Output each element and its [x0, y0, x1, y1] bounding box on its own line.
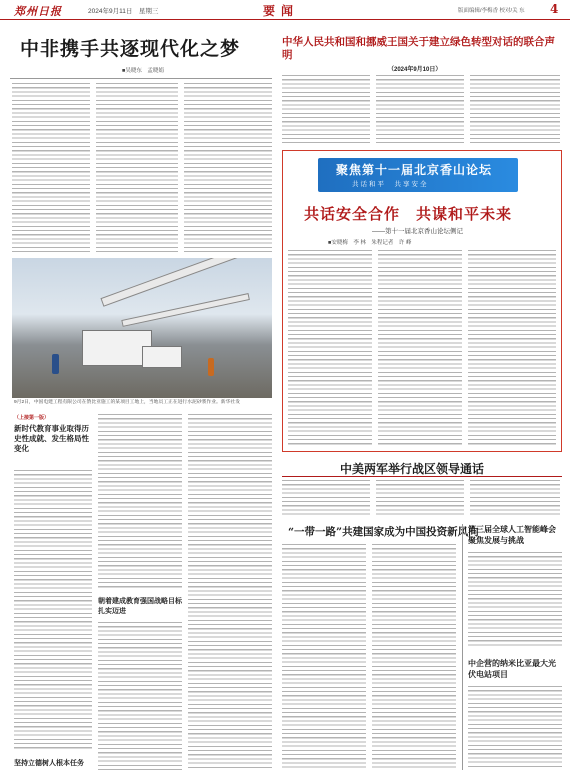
belt-road-body-column [282, 544, 366, 770]
headline-military-talk: 中美两军举行战区领导通话 [340, 462, 485, 476]
military-body-column [376, 480, 464, 516]
issue-date: 2024年9月11日 星期三 [88, 8, 159, 15]
forum-subtitle: ——第十一届北京香山论坛侧记 [372, 228, 463, 235]
belt-road-body-column [372, 544, 456, 770]
forum-body-column [378, 250, 462, 446]
military-body-column [470, 480, 560, 516]
newspaper-logo: 郑州日报 [14, 5, 62, 18]
subhead-moral-education: 坚持立德树人根本任务 [14, 758, 84, 767]
article-body-column [98, 622, 182, 770]
section-title: 要闻 [263, 4, 300, 18]
article-body-column [184, 83, 272, 253]
page-number: 4 [550, 2, 559, 16]
dateline-joint-statement: （2024年9月10日） [388, 67, 442, 73]
forum-byline: ■安晓梅 李 林 朱程记者 许 峰 [328, 240, 412, 246]
headline-ai-summit: 第三届全球人工智能峰会聚焦发展与挑战 [468, 524, 556, 545]
headline-belt-road: “一带一路”共建国家成为中国投资新风向 [288, 526, 479, 538]
statement-body-column [470, 75, 560, 143]
statement-body-column [282, 75, 370, 143]
forum-banner [318, 158, 518, 192]
forum-banner-title: 聚焦第十一届北京香山论坛 [336, 163, 493, 177]
headline-joint-statement: 中华人民共和国和挪威王国关于建立绿色转型对话的联合声明 [282, 36, 555, 61]
article-body-column [12, 83, 90, 253]
page-masthead [0, 0, 570, 20]
statement-body-column [376, 75, 464, 143]
headline-china-africa: 中非携手共逐现代化之梦 [20, 38, 241, 60]
article-body-column [14, 470, 92, 750]
crane-boom [121, 293, 250, 327]
article-body-column [98, 414, 182, 590]
divider [282, 476, 562, 477]
subhead-education: 新时代教育事业取得历史性成就、发生格局性变化 [14, 424, 89, 453]
divider [10, 78, 272, 79]
news-photo [12, 258, 272, 398]
subhead-education-power: 朝着建成教育强国战略目标扎实迈进 [98, 596, 182, 615]
crane-cab [142, 346, 182, 368]
worker-figure [208, 358, 214, 376]
divider [462, 524, 463, 770]
forum-banner-subtitle: 共话和平 共享安全 [352, 180, 429, 188]
article-body-column [96, 83, 178, 253]
military-body-column [282, 480, 370, 516]
byline-china-africa: ■吴晓东 孟晓娟 [122, 68, 164, 74]
ai-summit-body [468, 552, 562, 648]
photo-caption: 9月2日，中国电建工程有限公司在赞比亚施工的某项目工地上，当地员工正在进行水泥砂浆作业。新华社发 [14, 400, 240, 405]
forum-body-column [468, 250, 556, 446]
article-body-column [188, 414, 272, 770]
forum-body-column [288, 250, 372, 446]
worker-figure [52, 354, 59, 374]
solar-plant-body [468, 686, 562, 770]
editor-credits: 版面编辑/李梅香 校对/关 东 [458, 8, 525, 14]
continuation-tag: （上接第一版） [14, 415, 50, 421]
forum-headline: 共话安全合作 共谋和平未来 [304, 205, 513, 223]
headline-solar-plant: 中企营的纳米比亚最大光伏电站项目 [468, 658, 556, 679]
